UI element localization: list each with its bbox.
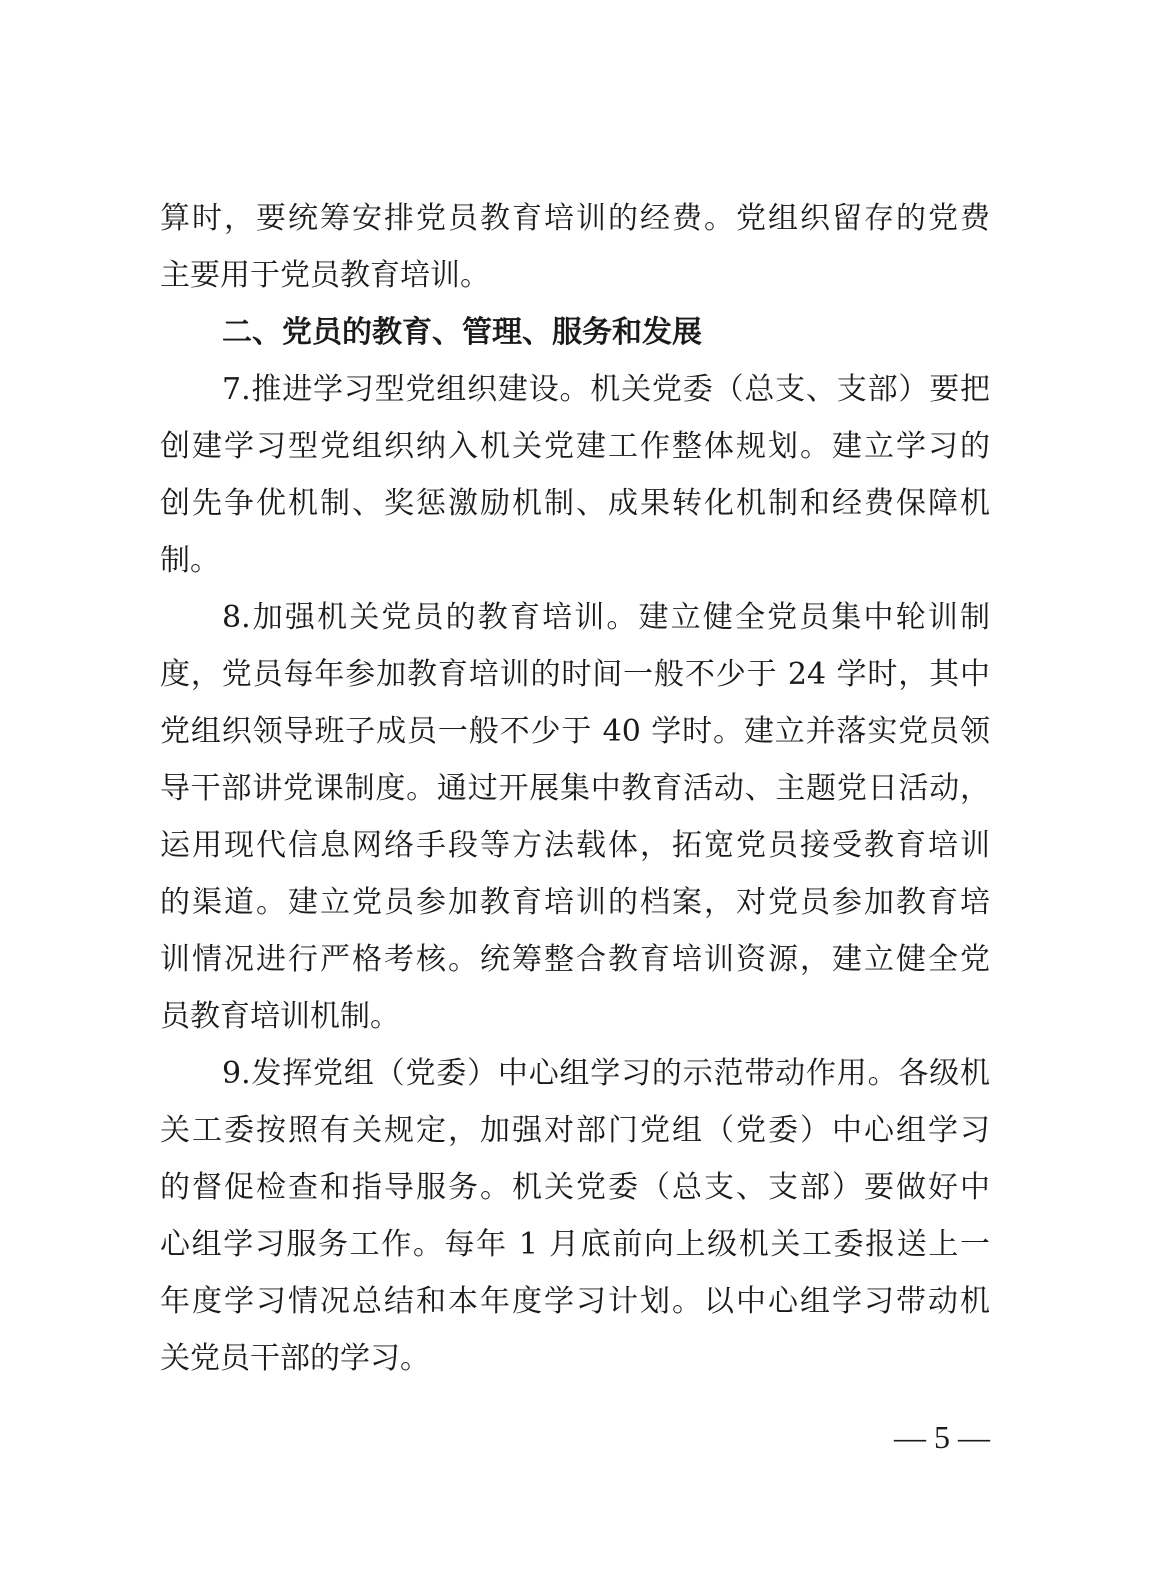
section-heading: 二、党员的教育、管理、服务和发展: [222, 315, 702, 350]
text-line: 关工委按照有关规定，加强对部门党组（党委）中心组学习: [160, 1113, 990, 1148]
text-line: 心组学习服务工作。每年 1 月底前向上级机关工委报送上一: [160, 1227, 990, 1262]
text-line: 创先争优机制、奖惩激励机制、成果转化机制和经费保障机: [160, 486, 990, 521]
text-line: 创建学习型党组织纳入机关党建工作整体规划。建立学习的: [160, 429, 990, 464]
text-line: 的督促检查和指导服务。机关党委（总支、支部）要做好中: [160, 1170, 990, 1205]
text-line: 制。: [160, 543, 220, 578]
text-line: 关党员干部的学习。: [160, 1341, 430, 1376]
text-line: 年度学习情况总结和本年度学习计划。以中心组学习带动机: [160, 1284, 990, 1319]
text-line: 的渠道。建立党员参加教育培训的档案，对党员参加教育培: [160, 885, 990, 920]
text-line: 导干部讲党课制度。通过开展集中教育活动、主题党日活动，: [160, 771, 990, 806]
paragraph-first-line: 9.发挥党组（党委）中心组学习的示范带动作用。各级机: [222, 1056, 990, 1091]
text-line: 训情况进行严格考核。统筹整合教育培训资源，建立健全党: [160, 942, 990, 977]
text-line: 员教育培训机制。: [160, 999, 400, 1034]
text-line: 党组织领导班子成员一般不少于 40 学时。建立并落实党员领: [160, 714, 990, 749]
paragraph-first-line: 8.加强机关党员的教育培训。建立健全党员集中轮训制: [222, 600, 990, 635]
text-line: 度，党员每年参加教育培训的时间一般不少于 24 学时，其中: [160, 657, 990, 692]
paragraph-first-line: 7.推进学习型党组织建设。机关党委（总支、支部）要把: [222, 372, 990, 407]
page-number: — 5 —: [894, 1419, 990, 1455]
text-line: 主要用于党员教育培训。: [160, 258, 490, 293]
text-line: 算时，要统筹安排党员教育培训的经费。党组织留存的党费: [160, 201, 990, 236]
document-body: [160, 190, 990, 1387]
text-line: 运用现代信息网络手段等方法载体，拓宽党员接受教育培训: [160, 828, 990, 863]
